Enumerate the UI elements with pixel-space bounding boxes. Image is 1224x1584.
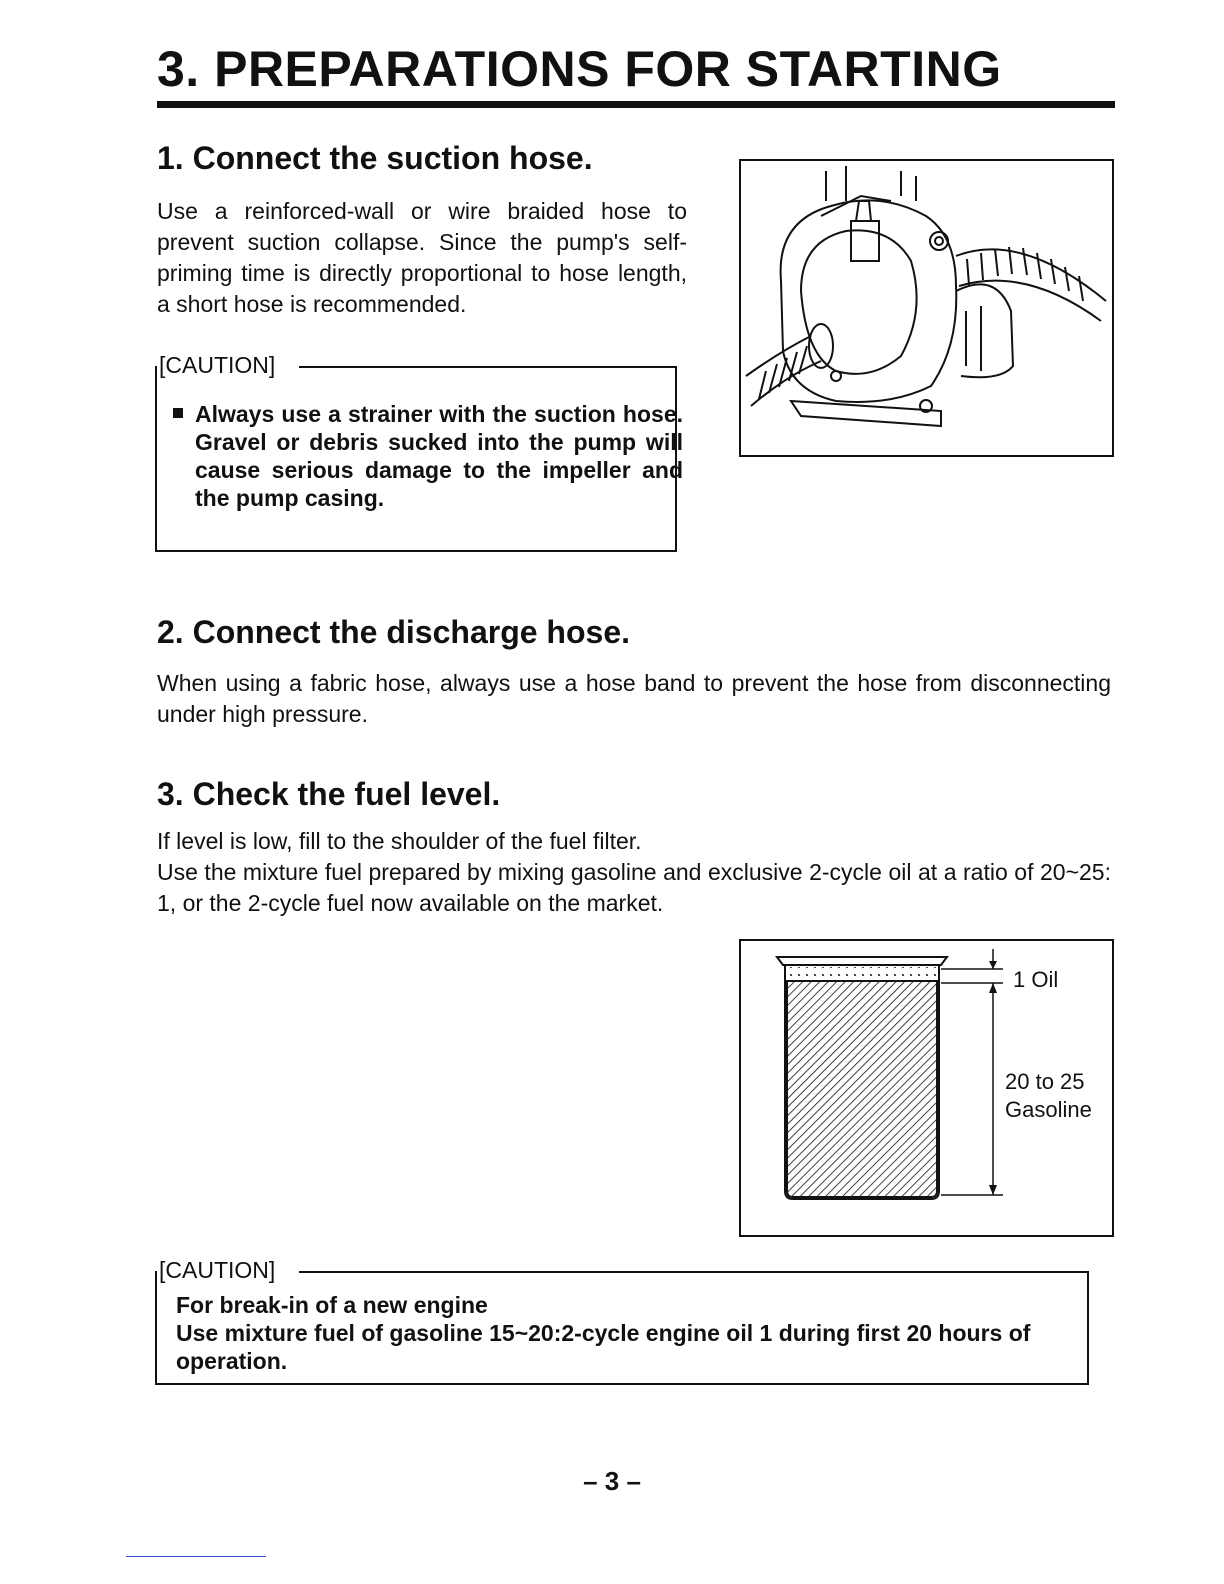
page-number: – 3 – <box>583 1466 641 1496</box>
caution-break-in-text <box>176 1291 1066 1375</box>
page-title: 3. PREPARATIONS FOR STARTING <box>157 41 1002 97</box>
caution-break-in-heading: For break-in of a new engine <box>176 1292 488 1318</box>
caution-box-strainer <box>155 352 683 552</box>
title-rule <box>157 101 1115 108</box>
footer-rule <box>126 1556 266 1557</box>
oil-ratio-label: 1 Oil <box>1013 967 1059 992</box>
section-heading-fuel-level: 3. Check the fuel level. <box>157 776 501 812</box>
caution-item-text: Always use a strainer with the suction hose. Gravel or debris sucked into the pump will cause serious damage to the impeller and the pump casing. <box>195 401 683 511</box>
section-body-suction-hose: Use a reinforced-wall or wire braided hose to prevent suction collapse. Since the pump's self-priming time is directly proportional to hose length, a short hose is recommended. <box>157 198 687 317</box>
section-body-discharge-hose: When using a fabric hose, always use a hose band to prevent the hose from disconnecting under high pressure. <box>157 670 1111 727</box>
caution-break-in-body: Use mixture fuel of gasoline 15~20:2-cycle engine oil 1 during first 20 hours of operation. <box>176 1320 1031 1374</box>
section-heading-suction-hose: 1. Connect the suction hose. <box>157 140 593 176</box>
gasoline-ratio-label-line2: Gasoline <box>1005 1097 1092 1122</box>
caution-top-rule <box>299 366 677 368</box>
caution-box-break-in <box>155 1257 1089 1385</box>
pump-illustration <box>739 159 1114 457</box>
fuel-mixture-diagram <box>739 939 1114 1237</box>
section-heading-discharge-hose: 2. Connect the discharge hose. <box>157 614 630 650</box>
caution-item-strainer <box>173 400 683 512</box>
section-body-fuel-level-line1: If level is low, fill to the shoulder of the fuel filter. <box>157 828 642 854</box>
caution-top-rule <box>299 1271 1089 1273</box>
pump-drawing <box>741 161 1112 455</box>
gasoline-ratio-label-line1: 20 to 25 <box>1005 1069 1085 1094</box>
section-body-fuel-level-line2: Use the mixture fuel prepared by mixing gasoline and exclusive 2-cycle oil at a ratio of 20~25: 1, or the 2-cycle fuel now available on the market. <box>157 859 1111 916</box>
bullet-square-icon <box>173 408 183 418</box>
caution-label: [CAUTION] <box>159 352 276 378</box>
caution-label: [CAUTION] <box>159 1257 276 1283</box>
